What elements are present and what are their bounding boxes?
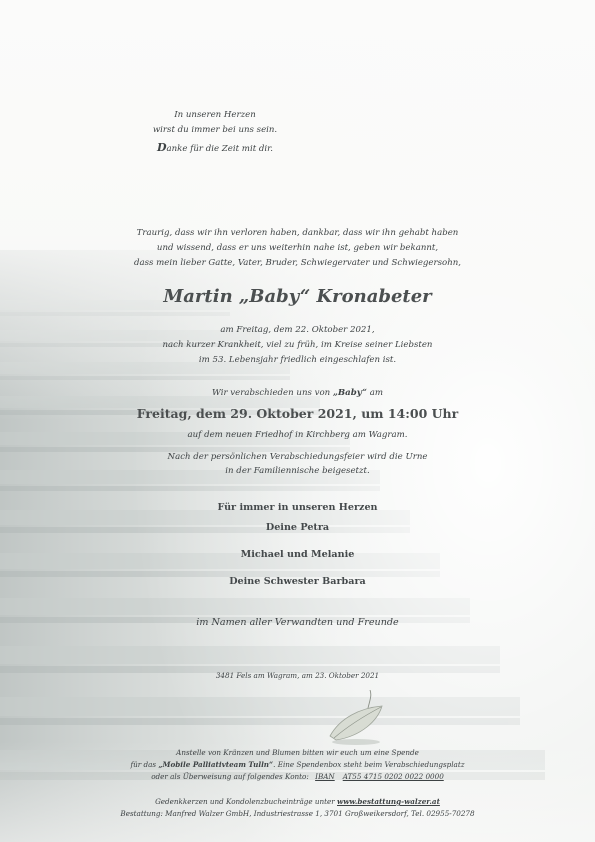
leaf-icon (326, 690, 388, 748)
urn-note-1: Nach der persönlichen Verabschiedungsfeier wird die Urne (167, 452, 428, 462)
death-detail-1: am Freitag, dem 22. Oktober 2021, (220, 325, 375, 335)
farewell-line (0, 388, 595, 398)
donation-line-1: Anstelle von Kränzen und Blumen bitten wir euch um eine Spende (176, 748, 419, 757)
announcement-line-2: und wissend, dass er uns weiterhin nahe ist, geben wir bekannt, (156, 243, 439, 253)
iban-label: IBAN (315, 772, 335, 781)
donation-prefix: für das (130, 760, 157, 769)
footer-line-1 (0, 797, 595, 806)
donation-iban[interactable] (311, 772, 444, 781)
donation-suffix: . Eine Spendenbox steht beim Verabschiedungsplatz (273, 760, 465, 769)
donation-organisation: „Mobile Palliativteam Tulln“ (158, 760, 274, 769)
intro-line-3 (0, 141, 430, 154)
farewell-before: Wir verabschieden uns von (212, 388, 331, 398)
mourner-line-2: Deine Petra (265, 522, 330, 533)
place-date: 3481 Fels am Wagram, am 23. Oktober 2021 (215, 671, 380, 680)
farewell-after: am (369, 388, 383, 398)
mourner-line-1: Für immer in unseren Herzen (217, 502, 378, 513)
ceremony-location: auf dem neuen Friedhof in Kirchberg am Wagram. (187, 430, 408, 440)
footer-line-2: Bestattung: Manfred Walzer GmbH, Industriestrasse 1, 3701 Großweikersdorf, Tel. 02955-70278 (120, 809, 475, 818)
donation-account-prefix: oder als Überweisung auf folgendes Konto: (151, 772, 309, 781)
donation-line-3 (0, 772, 595, 781)
footer-prefix: Gedenkkerzen und Kondolenzbucheinträge unter (155, 797, 335, 806)
website-link[interactable]: www.bestattung-walzer.at (337, 797, 440, 806)
deceased-name: Martin „Baby“ Kronabeter (163, 286, 432, 307)
ceremony-datetime: Freitag, dem 29. Oktober 2021, um 14:00 Uhr (136, 406, 459, 421)
mourner-line-4: Deine Schwester Barbara (229, 576, 366, 587)
urn-note-2: in der Familiennische beigesetzt. (225, 466, 370, 476)
death-detail-2: nach kurzer Krankheit, viel zu früh, im Kreise seiner Liebsten (162, 340, 433, 350)
donation-line-2 (0, 760, 595, 769)
death-detail-3: im 53. Lebensjahr friedlich eingeschlafen ist. (198, 355, 397, 365)
intro-line-3-text: anke für die Zeit mit dir. (166, 144, 274, 154)
intro-line-1: In unseren Herzen (174, 110, 256, 120)
iban-value: AT55 4715 0202 0022 0000 (342, 772, 444, 781)
intro-line-2: wirst du immer bei uns sein. (152, 125, 278, 135)
relatives-note: im Namen aller Verwandten und Freunde (196, 617, 399, 628)
announcement-line-3: dass mein lieber Gatte, Vater, Bruder, Schwiegervater und Schwiegersohn, (133, 258, 462, 268)
farewell-nickname: „Baby“ (332, 388, 367, 398)
intro-initial: D (156, 141, 167, 154)
mourner-line-3: Michael und Melanie (240, 549, 355, 560)
announcement-line-1: Traurig, dass wir ihn verloren haben, dankbar, dass wir ihn gehabt haben (136, 228, 459, 238)
